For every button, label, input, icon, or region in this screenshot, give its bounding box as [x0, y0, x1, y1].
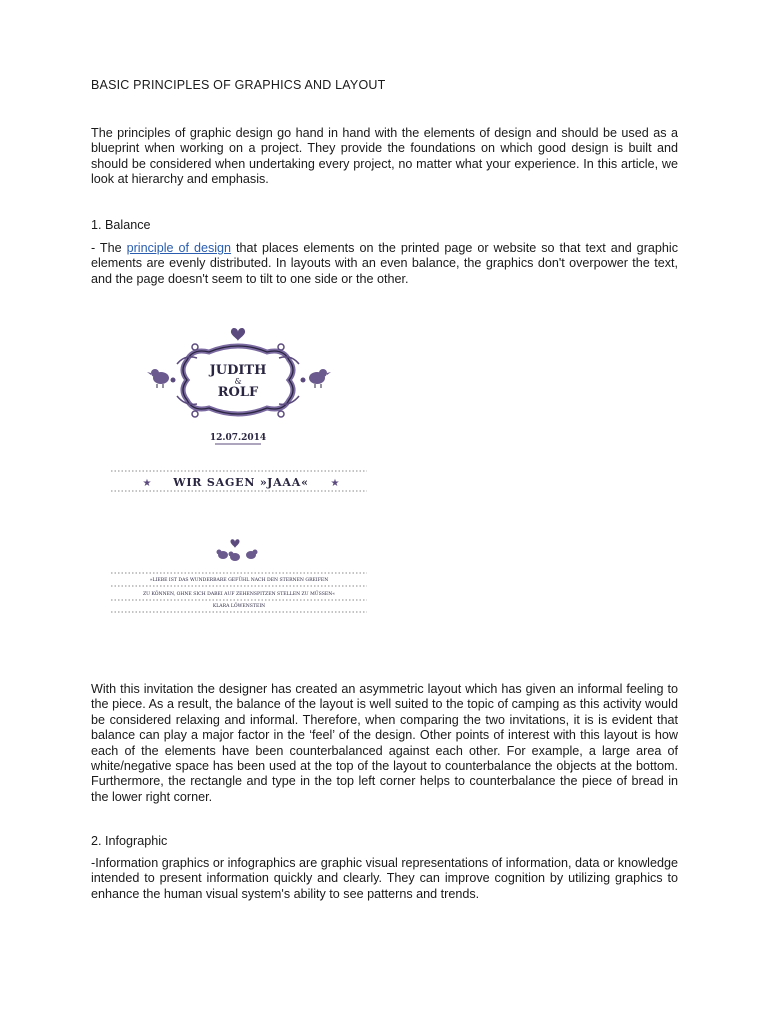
- invitation-name-2: ROLF: [217, 385, 259, 400]
- invitation-ampersand: &: [234, 377, 242, 386]
- invitation-analysis-paragraph: With this invitation the designer has created an asymmetric layout which has given an informal feeling to the piece. As a result, the balance of the layout is well suited to the topic of camping as this activity would be considered relaxing and informal. Therefore, when comparing the two invitations, it is is evident that balance can play a major factor in the ‘feel’ of the design. Other points of interest with this layout is how each of the elements have been counterbalanced against each other. For example, a large area of white/negative space has been used at the top of the layout to counterbalance the objects at the bottom. Furthermore, the rectangle and type in the top left corner helps to counterbalance the piece of bread in the lower right corner.: [91, 682, 678, 804]
- bird-trio-icon: [217, 550, 258, 562]
- invitation-quote-line-2: ZU KÖNNEN, OHNE SICH DABEI AUF ZEHENSPITZEN STELLEN ZU MÜSSEN«: [142, 592, 336, 597]
- invitation-name-1: JUDITH: [209, 363, 267, 378]
- infographic-paragraph: -Information graphics or infographics are graphic visual representations of information, data or knowledge intended to present information quickly and clearly. They can improve cognition by utilizing graphics to enhance the human visual system's ability to see patterns and trends.: [91, 856, 678, 901]
- tagline-star-left-icon: ★: [142, 478, 152, 489]
- principle-of-design-link[interactable]: principle of design: [126, 241, 232, 255]
- balance-prefix: - The: [91, 241, 127, 255]
- section-heading-balance: 1. Balance: [91, 218, 151, 232]
- invitation-date: 12.07.2014: [209, 433, 267, 443]
- invitation-quote-author: KLARA LÖWENSTEIN: [212, 604, 266, 609]
- balance-paragraph: [91, 241, 678, 287]
- small-heart-icon: [230, 539, 239, 548]
- top-heart-icon: [231, 328, 245, 341]
- right-bird-icon: [309, 369, 331, 388]
- tagline-star-right-icon: ★: [330, 478, 340, 489]
- left-bird-icon: [147, 369, 169, 388]
- intro-paragraph: The principles of graphic design go hand in hand with the elements of design and should be used as a blueprint when working on a project. They provide the foundations on which good design is built and should be considered when undertaking every project, no matter what your experience. In this article, we look at hierarchy and emphasis.: [91, 126, 678, 187]
- section-heading-infographic: 2. Infographic: [91, 834, 168, 848]
- balance-body: that places elements on the printed page or website so that text and graphic elements are evenly distributed. In layouts with an even balance, the graphics don't overpower the text, and the page doesn't seem to tilt to one side or the other.: [91, 241, 678, 286]
- invitation-quote-line-1: »LIEBE IST DAS WUNDERBARE GEFÜHL NACH DEN STERNEN GREIFEN: [149, 578, 329, 583]
- wedding-invitation-image: [105, 318, 375, 622]
- document-title: BASIC PRINCIPLES OF GRAPHICS AND LAYOUT: [91, 78, 386, 92]
- invitation-tagline: WIR SAGEN »JAAA«: [173, 476, 309, 489]
